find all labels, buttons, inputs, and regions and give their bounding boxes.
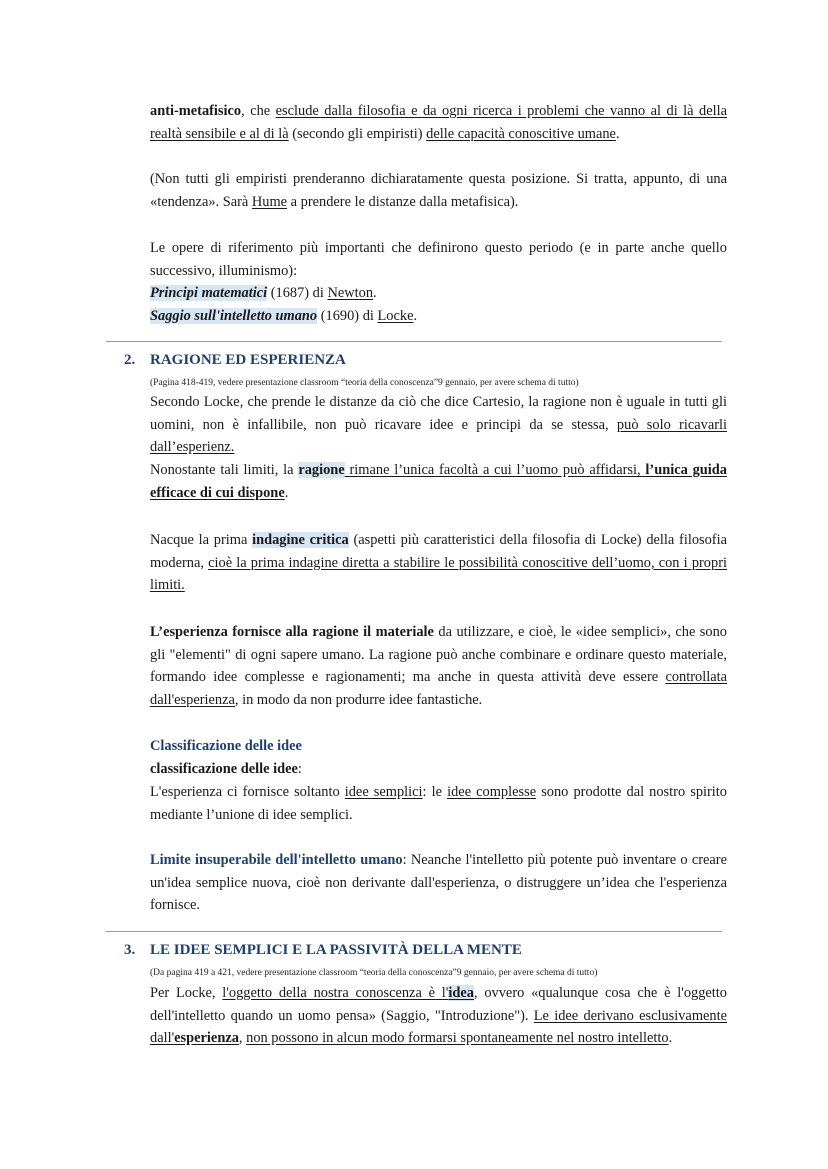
section-2-note: (Pagina 418-419, vedere presentazione classroom “teoria della conoscenza”9 gennaio, per avere schema di tutto) [150,378,579,388]
classification-subheading: Classificazione delle idee classificazione delle idee: [150,738,302,777]
section-2-paragraph-2: Nonostante tali limiti, la ragione rimane l’unica facoltà a cui l’uomo può affidarsi, l’unica guida efficace di cui dispone. [150,462,728,501]
section-3-note: (Da pagina 419 a 421, vedere presentazione classroom “teoria della conoscenza”9 gennaio, per avere schema di tutto) [150,968,598,978]
section-2-paragraph-5: L'esperienza ci fornisce soltanto idee semplici: le idee complesse sono prodotte dal nostro spirito mediante l’unione di idee semplici. [150,784,727,823]
section-2-number: 2. [124,352,136,368]
work-newton: Principi matematici (1687) di Newton. [150,285,377,301]
intro-paragraph-3: Le opere di riferimento più importanti che definirono questo periodo (e in parte anche quello successivo, illuminismo): Principi matematici (1687) di Newton. Saggio sull'intelletto umano (1690) di Locke. [150,237,727,327]
work-locke: Saggio sull'intelletto umano (1690) di Locke. [150,307,418,324]
section-divider-1 [106,341,722,342]
section-2-paragraph-4: L’esperienza fornisce alla ragione il materiale da utilizzare, e cioè, le «idee semplici», che sono gli "elementi" di ogni sapere umano. La ragione può anche combinare e ordinare questo materiale, formando idee complesse e ragionamenti; ma anche in questa attività deve essere controllata dall'esperienza, in modo da non produrre idee fantastiche. [150,624,727,708]
intro-paragraph-2: (Non tutti gli empiristi prenderanno dichiaratamente questa posizione. Si tratta, appunto, di una «tendenza». Sarà Hume a prendere le distanze dalla metafisica). [150,171,727,210]
section-3-title: LE IDEE SEMPLICI E LA PASSIVITÀ DELLA MENTE [150,942,522,958]
section-3-number: 3. [124,942,136,958]
hume-link: Hume [251,193,288,210]
section-2-title: RAGIONE ED ESPERIENZA [150,352,346,368]
section-2-paragraph-1: Secondo Locke, che prende le distanze da ciò che dice Cartesio, la ragione non è uguale in tutti gli uomini, non è infallibile, non può ricavare idee e principi da se stessa, può solo ricavarli dall’esperienz. [150,394,727,455]
term-anti-metafisico: anti-metafisico [150,103,242,119]
intro-paragraph-1: anti-metafisico, che esclude dalla filosofia e da ogni ricerca i problemi che vanno al di là della realtà sensibile e al di là (secondo gli empiristi) delle capacità conoscitive umane. [150,103,727,142]
section-divider-2 [106,931,722,932]
section-3-paragraph-1: Per Locke, l'oggetto della nostra conoscenza è l'idea, ovvero «qualunque cosa che è l'oggetto dell'intelletto quando un uomo pensa» (Saggio, "Introduzione"). Le idee derivano esclusivamente dall'esperienza, non possono in alcun modo formarsi spontaneamente nel nostro intelletto. [150,985,728,1046]
section-2-paragraph-3: Nacque la prima indagine critica (aspetti più caratteristici della filosofia di Locke) della filosofia moderna, cioè la prima indagine diretta a stabilire le possibilità conoscitive dell’uomo, con i propri limiti. [150,532,727,593]
section-2-paragraph-6: Limite insuperabile dell'intelletto umano: Neanche l'intelletto più potente può inventare o creare un'idea semplice nuova, cioè non derivante dall'esperienza, o distruggere un’idea che l'esperienza fornisce. [150,852,727,913]
